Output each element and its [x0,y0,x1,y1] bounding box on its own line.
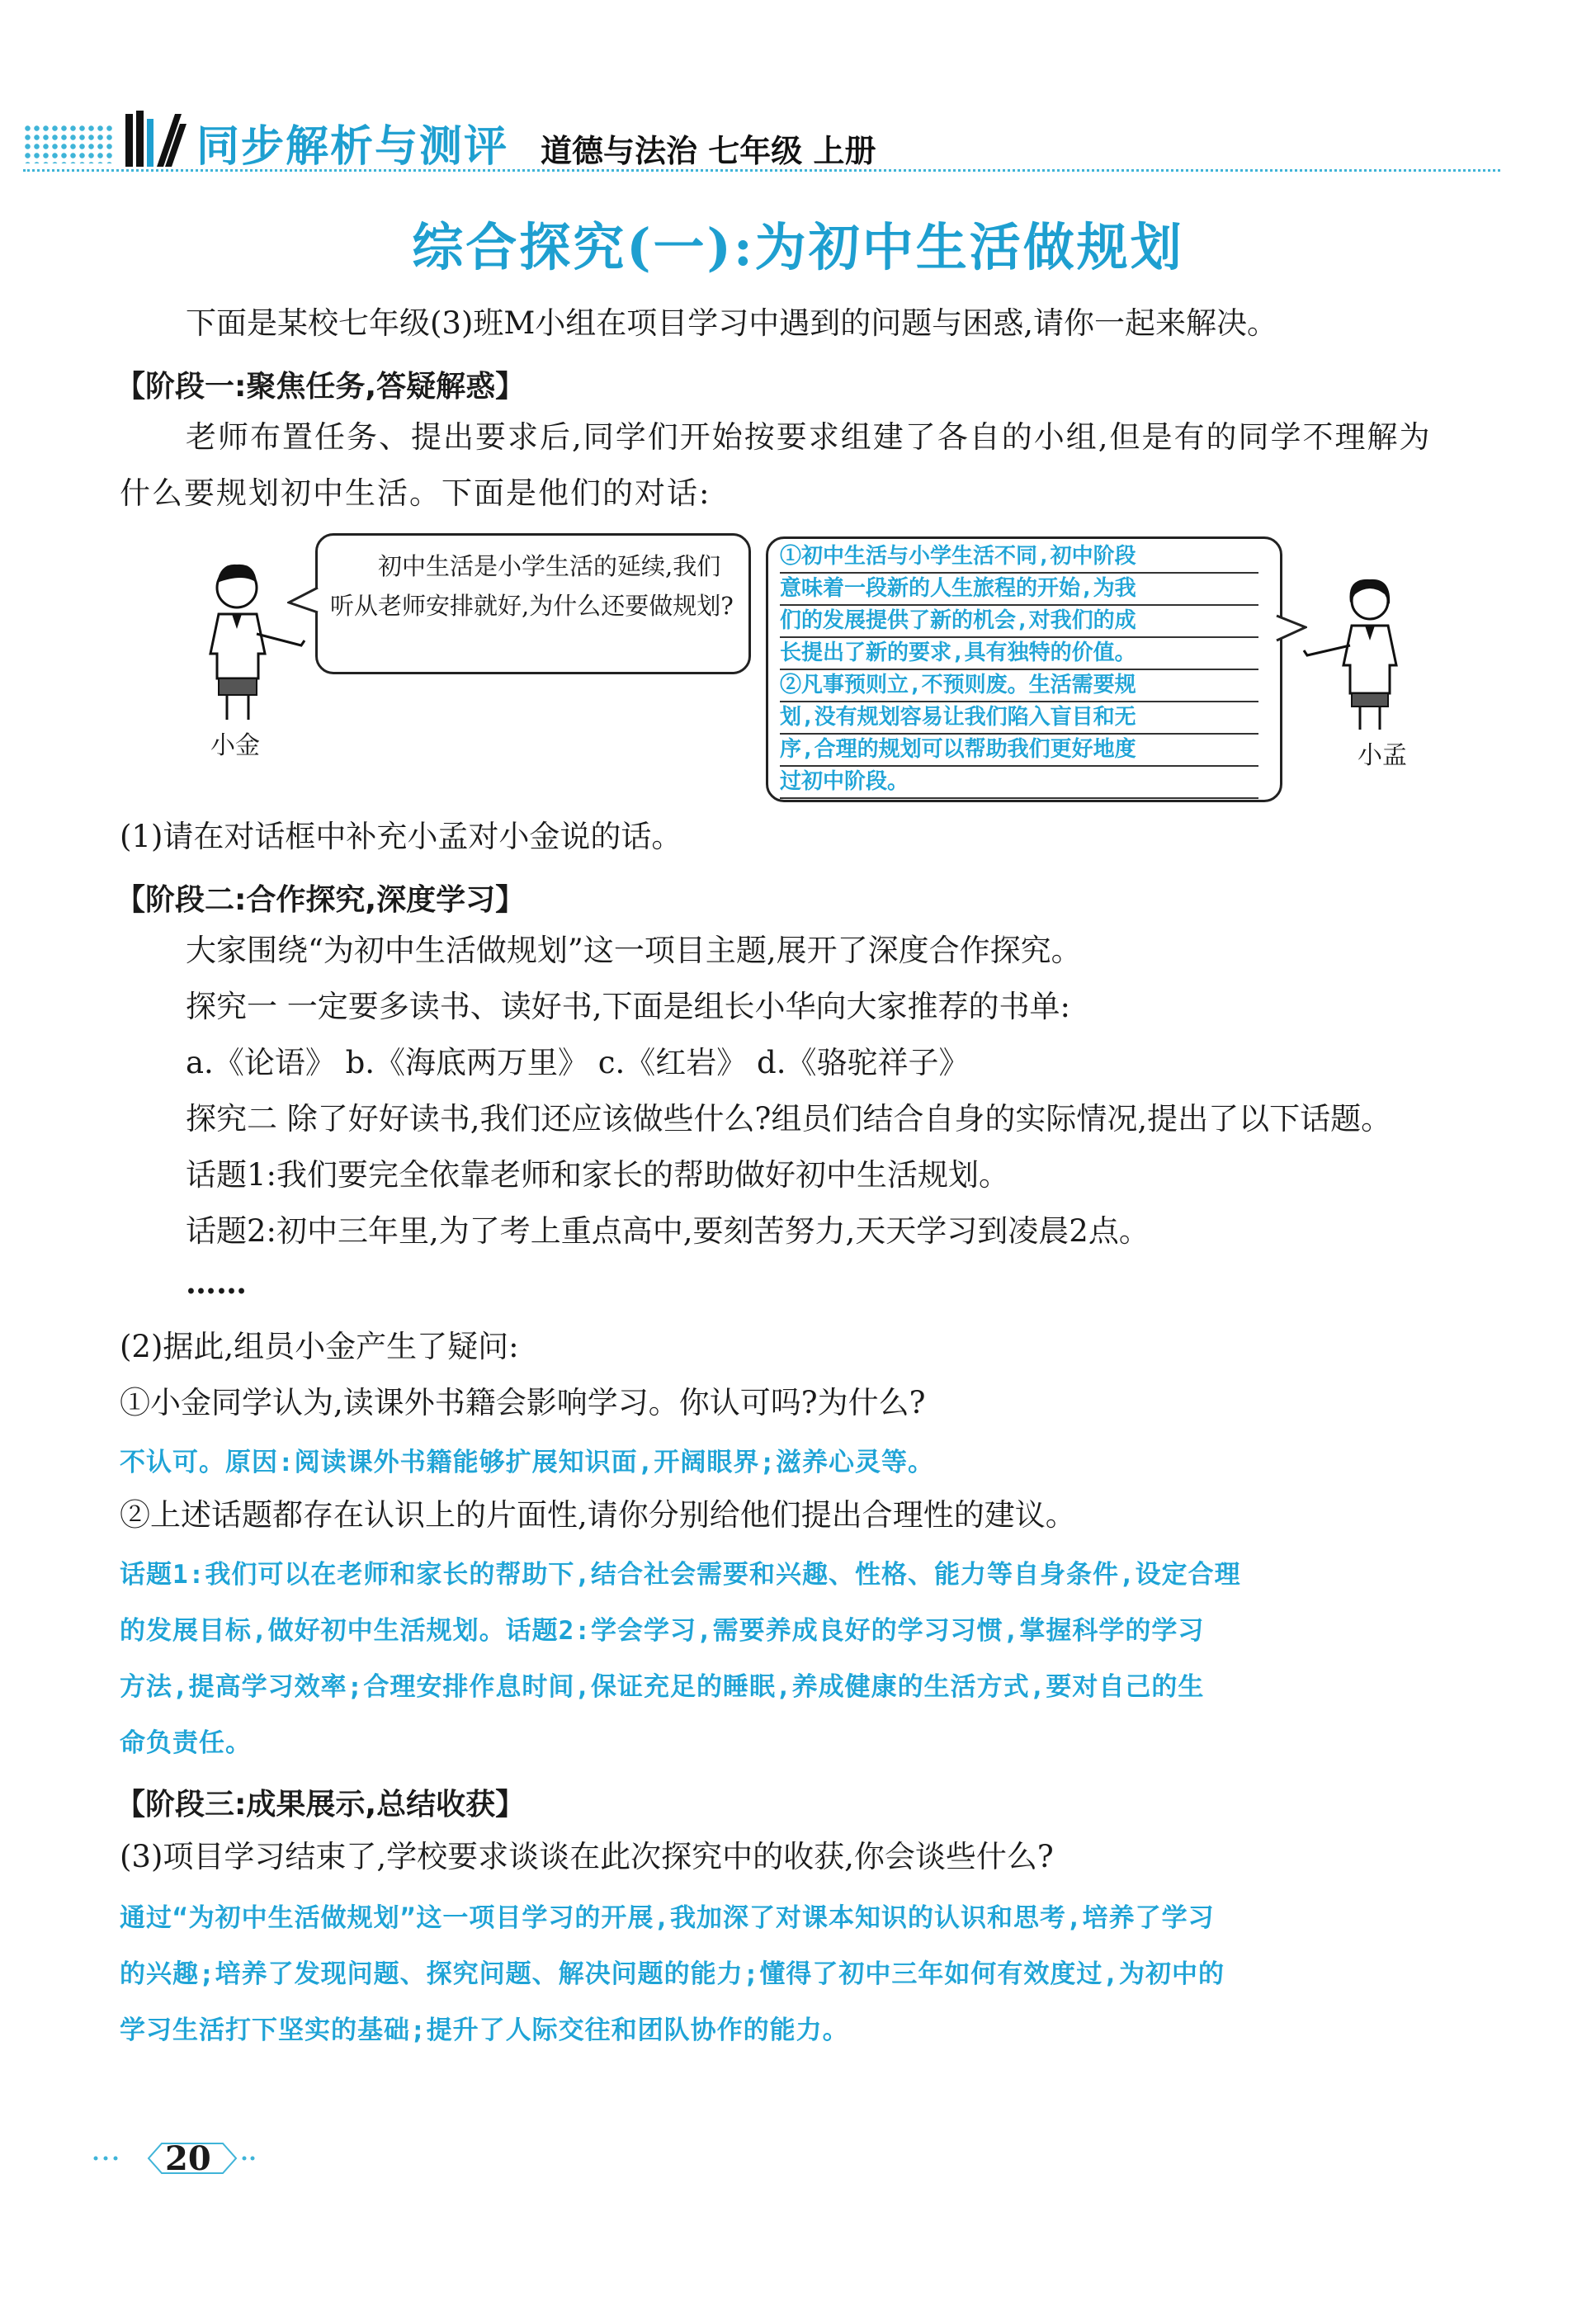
stage2-line: 探究一 一定要多读书、读好书,下面是组长小华向大家推荐的书单: [186,989,1070,1024]
stage1-title: 【阶段一:聚焦任务,答疑解惑】 [116,370,526,404]
subject-label: 道德与法治 七年级 上册 [541,133,876,169]
stage3-title: 【阶段三:成果展示,总结收获】 [116,1788,526,1822]
stage2-title: 【阶段二:合作探究,深度学习】 [116,883,526,917]
char-label-xiaomeng: 小孟 [1358,741,1407,770]
book-logo-icon [122,107,188,172]
question-2-1: ①小金同学认为,读课外书籍会影响学习。你认可吗?为什么? [120,1385,926,1420]
bubble-answer-line: 序,合理的规划可以帮助我们更好地度 [780,735,1258,767]
header-dots-decoration [23,124,114,163]
answer-3-line: 学习生活打下坚实的基础;提升了人际交往和团队协作的能力。 [120,2016,849,2045]
bubble-answer-line: 意味着一段新的人生旅程的开始,为我 [780,574,1258,606]
stage2-line: 探究二 除了好好读书,我们还应该做些什么?组员们结合自身的实际情况,提出了以下话题。 [186,1101,1392,1137]
answer-2-2-line: 的发展目标,做好初中生活规划。话题2:学会学习,需要养成良好的学习习惯,掌握科学的学习 [120,1616,1205,1646]
bubble-answer-line: ①初中生活与小学生活不同,初中阶段 [780,541,1258,574]
answer-3-line: 的兴趣;培养了发现问题、探究问题、解决问题的能力;懂得了初中三年如何有效度过,为初中的 [120,1959,1225,1989]
bubble-answer-line: 长提出了新的要求,具有独特的价值。 [780,638,1258,670]
bubble-text-xiaojin-content: 初中生活是小学生活的延续,我们听从老师安排就好,为什么还要做规划? [330,552,734,620]
bubble-answer-line: 划,没有规划容易让我们陷入盲目和无 [780,702,1258,735]
student-xiaojin-figure [186,555,318,728]
answer-2-2-line: 话题1:我们可以在老师和家长的帮助下,结合社会需要和兴趣、性格、能力等自身条件,设定合理 [120,1560,1241,1590]
answer-2-2-line: 命负责任。 [120,1728,252,1758]
stage2-line: a.《论语》 b.《海底两万里》 c.《红岩》 d.《骆驼祥子》 [186,1045,970,1080]
stage2-line: 大家围绕“为初中生活做规划”这一项目主题,展开了深度合作探究。 [186,933,1082,968]
answer-3-line: 通过“为初中生活做规划”这一项目学习的开展,我加深了对课本知识的认识和思考,培养了学习 [120,1903,1215,1933]
answer-2-1: 不认可。原因:阅读课外书籍能够扩展知识面,开阔眼界;滋养心灵等。 [120,1448,934,1477]
header-divider [23,169,1500,172]
stage1-para-line1: 老师布置任务、提出要求后,同学们开始按要求组建了各自的小组,但是有的同学不理解为 [186,419,1432,455]
stage2-ellipsis: …… [186,1264,247,1301]
answer-2-2-line: 方法,提高学习效率;合理安排作息时间,保证充足的睡眠,养成健康的生活方式,要对自己的生 [120,1672,1205,1702]
question-3: (3)项目学习结束了,学校要求谈谈在此次探究中的收获,你会谈些什么? [120,1839,1054,1874]
bubble-text-xiaomeng [780,541,1258,799]
stage1-para-line2: 什么要规划初中生活。下面是他们的对话: [120,475,711,511]
question-2-2: ②上述话题都存在认识上的片面性,请你分别给他们提出合理性的建议。 [120,1497,1076,1533]
bubble-answer-line: 们的发展提供了新的机会,对我们的成 [780,606,1258,638]
bubble-answer-line: ②凡事预则立,不预则废。生活需要规 [780,670,1258,702]
page-title: 综合探究(一):为初中生活做规划 [412,217,1184,277]
bubble-text-xiaojin [330,546,739,626]
bubble-tail-left [287,584,320,617]
intro-text: 下面是某校七年级(3)班M小组在项目学习中遇到的问题与困惑,请你一起来解决。 [186,305,1278,341]
stage2-line: 话题1:我们要完全依靠老师和家长的帮助做好初中生活规划。 [186,1157,1010,1193]
char-label-xiaojin: 小金 [210,731,260,760]
bubble-answer-line: 过初中阶段。 [780,767,1258,799]
question-1: (1)请在对话框中补充小孟对小金说的话。 [120,819,682,854]
question-2: (2)据此,组员小金产生了疑问: [120,1329,519,1364]
student-xiaomeng-figure [1296,569,1419,735]
page-number: 20 [165,2139,211,2178]
series-title: 同步解析与测评 [196,122,509,172]
stage2-line: 话题2:初中三年里,为了考上重点高中,要刻苦努力,天天学习到凌晨2点。 [186,1213,1150,1249]
